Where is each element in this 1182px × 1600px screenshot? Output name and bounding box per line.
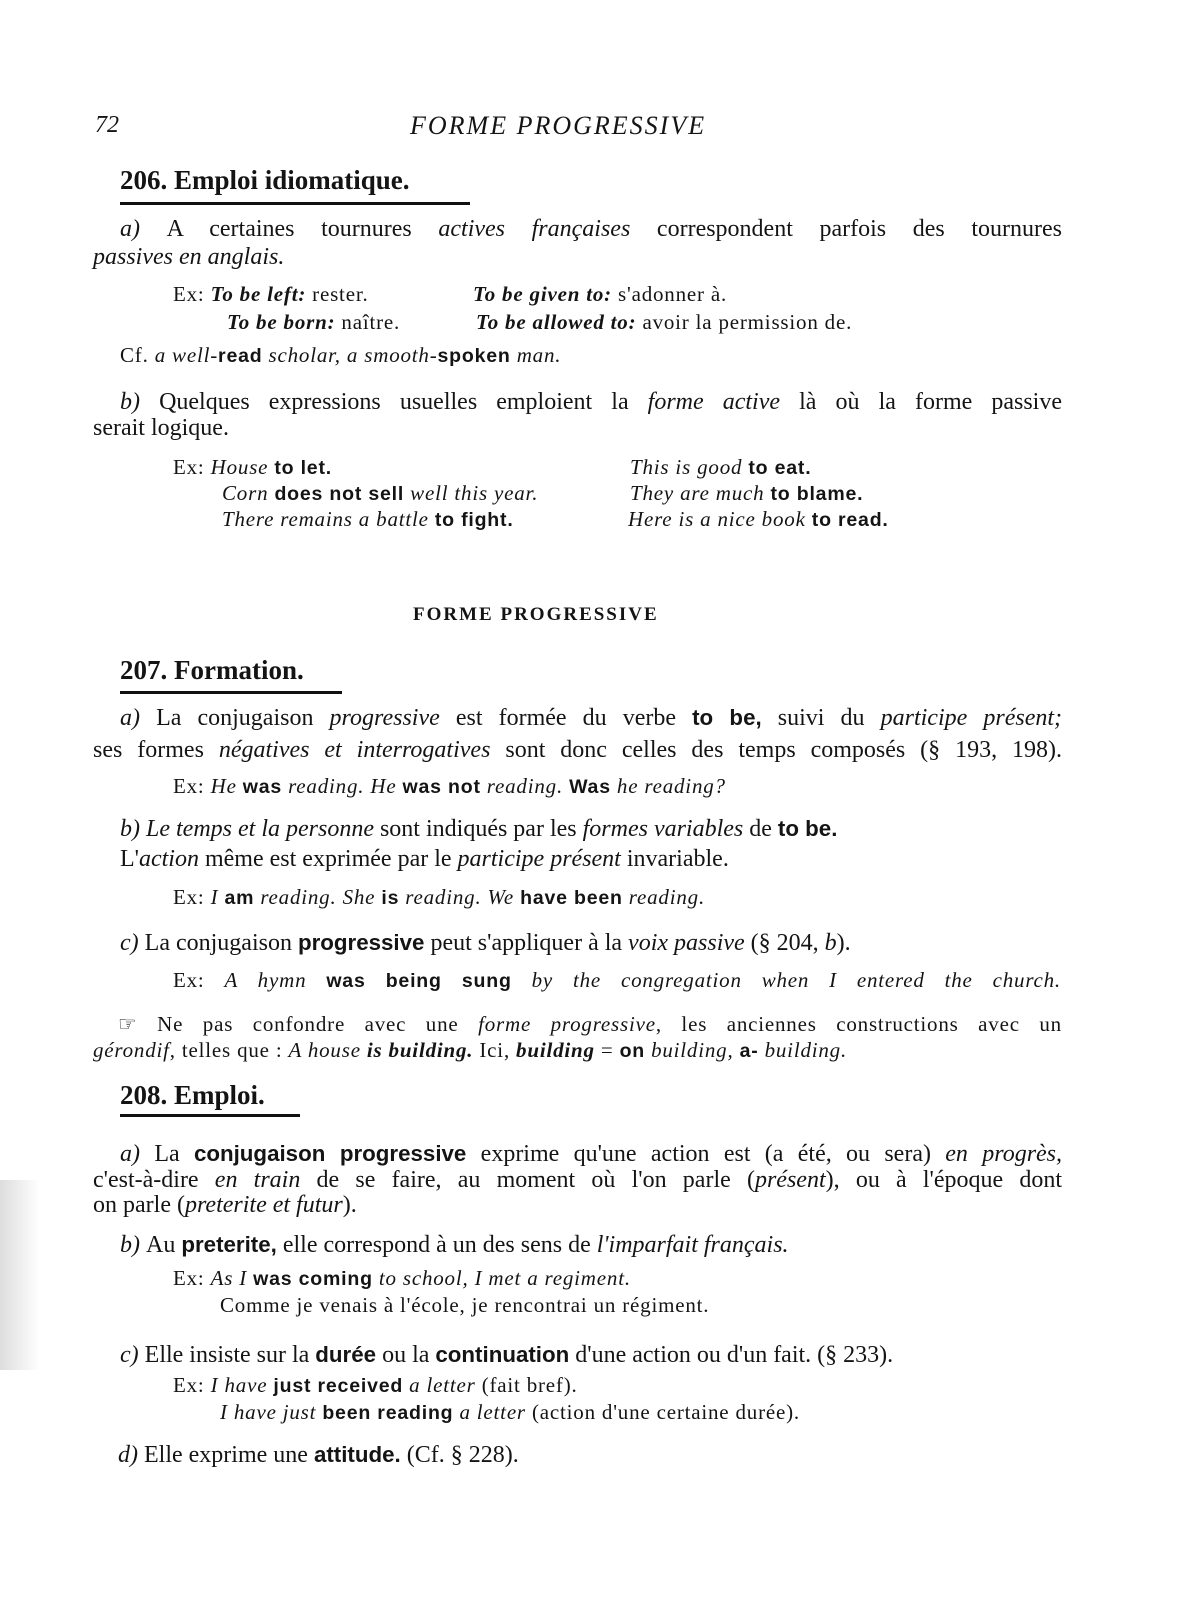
text-run: avoir la permission de. [642, 310, 853, 334]
example-line [173, 1371, 578, 1400]
paragraph-line [93, 414, 229, 442]
text-run: he reading? [610, 774, 726, 798]
text-run: (Cf. § 228). [400, 1442, 519, 1468]
paragraph-line [120, 1231, 789, 1259]
example-line [473, 280, 727, 308]
text-run: suivi du [761, 705, 881, 731]
text-run: serait logique. [93, 415, 229, 441]
text-run: ou la [376, 1342, 436, 1368]
text-run: does not sell [274, 483, 405, 505]
text-run: am [224, 887, 255, 909]
text-run: They are much [630, 481, 771, 505]
text-run: reading. He [282, 774, 403, 798]
text-run: Ex: [173, 968, 225, 992]
title-underline [120, 202, 470, 205]
text-run: to fight. [434, 509, 514, 531]
text-run: spoken [437, 345, 511, 367]
text-run: exprime qu'une action est (a été, ou sera) [466, 1141, 946, 1167]
text-run: invariable. [620, 846, 729, 872]
text-run: have been [520, 887, 623, 909]
text-run: on [619, 1040, 646, 1062]
text-run: to eat. [748, 457, 812, 479]
text-run: Au [146, 1232, 182, 1258]
section-title-208: 208. Emploi. [120, 1080, 265, 1110]
text-run: Here is a nice book [628, 507, 812, 531]
text-run: naître. [341, 310, 401, 334]
text-run: Le temps et la personne [146, 816, 374, 842]
text-run: To be allowed to: [476, 310, 643, 334]
text-run: A house [288, 1038, 367, 1062]
text-run: de se faire, au moment où l'on parle ( [300, 1167, 755, 1193]
text-run: elle correspond à un des sens de [276, 1232, 597, 1258]
text-run: To be born: [227, 310, 342, 334]
paragraph-line [118, 1441, 519, 1469]
example-line [628, 505, 889, 534]
text-run: As I [210, 1266, 254, 1290]
running-title: FORME PROGRESSIVE [410, 111, 707, 140]
text-run: b) [120, 1232, 146, 1258]
text-run: gérondif [93, 1038, 170, 1062]
text-run: sont donc celles des temps composés (§ 193, 198). [490, 737, 1063, 763]
text-run: b) [120, 389, 160, 415]
text-run: building. [758, 1038, 848, 1062]
text-run: Ne pas confondre avec une [157, 1012, 479, 1036]
title-underline [120, 691, 342, 694]
paragraph-line [120, 1341, 893, 1369]
text-run: ), ou à l'époque dont [825, 1167, 1063, 1193]
text-run: , les anciennes constructions avec un [655, 1012, 1062, 1036]
text-run: en train [214, 1167, 301, 1193]
text-run: c'est-à-dire [93, 1167, 215, 1193]
example-line [227, 308, 400, 336]
text-run: Ex: [173, 282, 211, 306]
text-run: s'adonner à. [618, 282, 728, 306]
text-run: progressive [329, 705, 440, 731]
paragraph-line [120, 388, 1062, 416]
example-line [222, 505, 514, 534]
text-run: c) [120, 1342, 145, 1368]
example-line [173, 883, 705, 912]
text-run: This is good [630, 455, 749, 479]
text-run: Ex: [173, 1373, 211, 1397]
text-run: Ex: [173, 455, 211, 479]
text-run: been reading [322, 1402, 454, 1424]
text-run: I [210, 885, 225, 909]
text-run: durée [315, 1342, 377, 1367]
text-run: read [218, 345, 263, 367]
text-run: voix passive [628, 930, 745, 956]
paragraph-line [120, 704, 1062, 732]
text-run: b [824, 930, 837, 956]
text-run: to be. [777, 816, 838, 841]
text-run: peut s'appliquer à la [424, 930, 629, 956]
text-run: to read. [811, 509, 889, 531]
text-run: Ex: [173, 774, 211, 798]
example-line [220, 1291, 709, 1319]
subheading: FORME PROGRESSIVE [413, 604, 659, 625]
text-run: There remains a battle [222, 507, 435, 531]
paragraph-line [93, 243, 284, 271]
text-run: was not [402, 776, 481, 798]
example-line [173, 966, 1061, 995]
note-line [118, 1010, 1062, 1038]
scan-shadow [0, 1180, 40, 1370]
example-line [173, 280, 369, 308]
text-run: ☞ [118, 1012, 158, 1036]
section-title-206: 206. Emploi idiomatique. [120, 165, 410, 195]
text-run: sont indiqués par les [373, 816, 583, 842]
paragraph-line [120, 845, 729, 873]
text-run: Ex: [173, 1266, 211, 1290]
text-run: (§ 204, [744, 930, 825, 956]
text-run: building, [645, 1038, 740, 1062]
page-number: 72 [95, 112, 119, 138]
text-run: formes variables [582, 816, 744, 842]
text-run: forme active [647, 389, 781, 415]
text-run: to let. [274, 457, 332, 479]
text-run: Was [569, 776, 611, 798]
text-run: négatives et interrogatives [218, 737, 491, 763]
text-run: on parle ( [93, 1192, 185, 1218]
title-underline [120, 1114, 300, 1117]
text-run: I have just [220, 1400, 323, 1424]
text-run: preterite, [181, 1232, 277, 1257]
text-run: House [210, 455, 275, 479]
text-run: forme progressive [478, 1012, 656, 1036]
paragraph-line [93, 1166, 1062, 1194]
text-run: a letter [453, 1400, 532, 1424]
text-run: (fait bref). [481, 1373, 578, 1397]
text-run: a) [120, 705, 157, 731]
paragraph-line [120, 929, 851, 957]
example-line [222, 479, 538, 508]
text-run: ). [836, 930, 851, 956]
text-run: building [516, 1038, 595, 1062]
example-line [173, 772, 726, 801]
text-run: (action d'une certaine durée). [531, 1400, 800, 1424]
text-run: rester. [312, 282, 369, 306]
text-run: A certaines tournures [166, 216, 439, 242]
example-line [630, 479, 863, 508]
text-run: was coming [253, 1268, 373, 1290]
text-run: by the congregation when I entered the church. [511, 968, 1061, 992]
text-run: continuation [435, 1342, 570, 1367]
text-run: a well- [154, 343, 219, 367]
text-run: action [138, 846, 199, 872]
text-run: d'une action ou d'un fait. (§ 233). [569, 1342, 894, 1368]
text-run: même est exprimée par le [198, 846, 458, 872]
text-run: La conjugaison [144, 930, 298, 956]
text-run: A hymn [224, 968, 327, 992]
text-run: , telles que : [169, 1038, 289, 1062]
text-run: Ici, [473, 1038, 517, 1062]
text-run: a letter [403, 1373, 482, 1397]
text-run: a- [739, 1040, 759, 1062]
text-run: conjugaison progressive [193, 1141, 467, 1166]
section-title-207: 207. Formation. [120, 655, 304, 685]
text-run: La conjugaison [156, 705, 330, 731]
cf-line [120, 341, 561, 370]
note-line [93, 1036, 847, 1065]
text-run: b) [120, 816, 146, 842]
text-run: reading. We [399, 885, 521, 909]
text-run: To be left: [210, 282, 313, 306]
text-run: well this year. [404, 481, 539, 505]
paragraph-line [120, 815, 837, 843]
paragraph-line [93, 736, 1062, 764]
text-run: Corn [222, 481, 275, 505]
text-run: Quelques expressions usuelles emploient la [159, 389, 648, 415]
text-run: passives en anglais. [93, 244, 285, 270]
text-run: scholar, a smooth- [262, 343, 438, 367]
example-line [173, 453, 332, 482]
paragraph-line [93, 1191, 357, 1219]
text-run: a) [120, 1141, 155, 1167]
text-run: was [242, 776, 283, 798]
text-run: Cf. [120, 343, 155, 367]
text-run: La [154, 1141, 194, 1167]
text-run: Elle exprime une [144, 1442, 314, 1468]
example-line [476, 308, 852, 336]
text-run: ses formes [93, 737, 219, 763]
text-run: participe présent [457, 846, 621, 872]
text-run: is [381, 887, 400, 909]
text-run: to blame. [770, 483, 864, 505]
text-run: de [743, 816, 778, 842]
text-run: to school, I met a regiment. [372, 1266, 631, 1290]
text-run: to be, [692, 705, 762, 730]
text-run: I have [210, 1373, 274, 1397]
text-run: attitude. [313, 1442, 401, 1467]
text-run: participe présent; [880, 705, 1063, 731]
text-run: c) [120, 930, 145, 956]
text-run: reading. [480, 774, 570, 798]
text-run: To be given to: [473, 282, 619, 306]
text-run: l'imparfait français. [596, 1232, 789, 1258]
text-run: présent [754, 1167, 826, 1193]
text-run: correspondent parfois des tournures [630, 216, 1063, 242]
text-run: Elle insiste sur la [144, 1342, 316, 1368]
text-run: = [594, 1038, 620, 1062]
text-run: reading. [622, 885, 705, 909]
text-run: reading. She [254, 885, 382, 909]
example-line [220, 1398, 800, 1427]
text-run: just received [273, 1375, 404, 1397]
example-line [630, 453, 811, 482]
paragraph-line [120, 1140, 1062, 1168]
text-run: preterite et futur [184, 1192, 343, 1218]
text-run: He [210, 774, 243, 798]
paragraph-line [120, 215, 1062, 243]
text-run: man. [510, 343, 562, 367]
text-run: Ex: [173, 885, 211, 909]
text-run: Comme je venais à l'école, je rencontrai un régiment. [220, 1293, 710, 1317]
text-run: actives françaises [438, 216, 631, 242]
text-run: progressive [297, 930, 425, 955]
text-run: est formée du verbe [439, 705, 693, 731]
text-run: is building. [366, 1038, 474, 1062]
text-run: was being sung [326, 970, 512, 992]
text-run: en progrès, [945, 1141, 1063, 1167]
text-run: a) [120, 216, 167, 242]
text-run: L' [120, 846, 139, 872]
text-run: là où la forme passive [780, 389, 1062, 415]
example-line [173, 1264, 631, 1293]
text-run: d) [118, 1442, 144, 1468]
text-run: ). [342, 1192, 357, 1218]
